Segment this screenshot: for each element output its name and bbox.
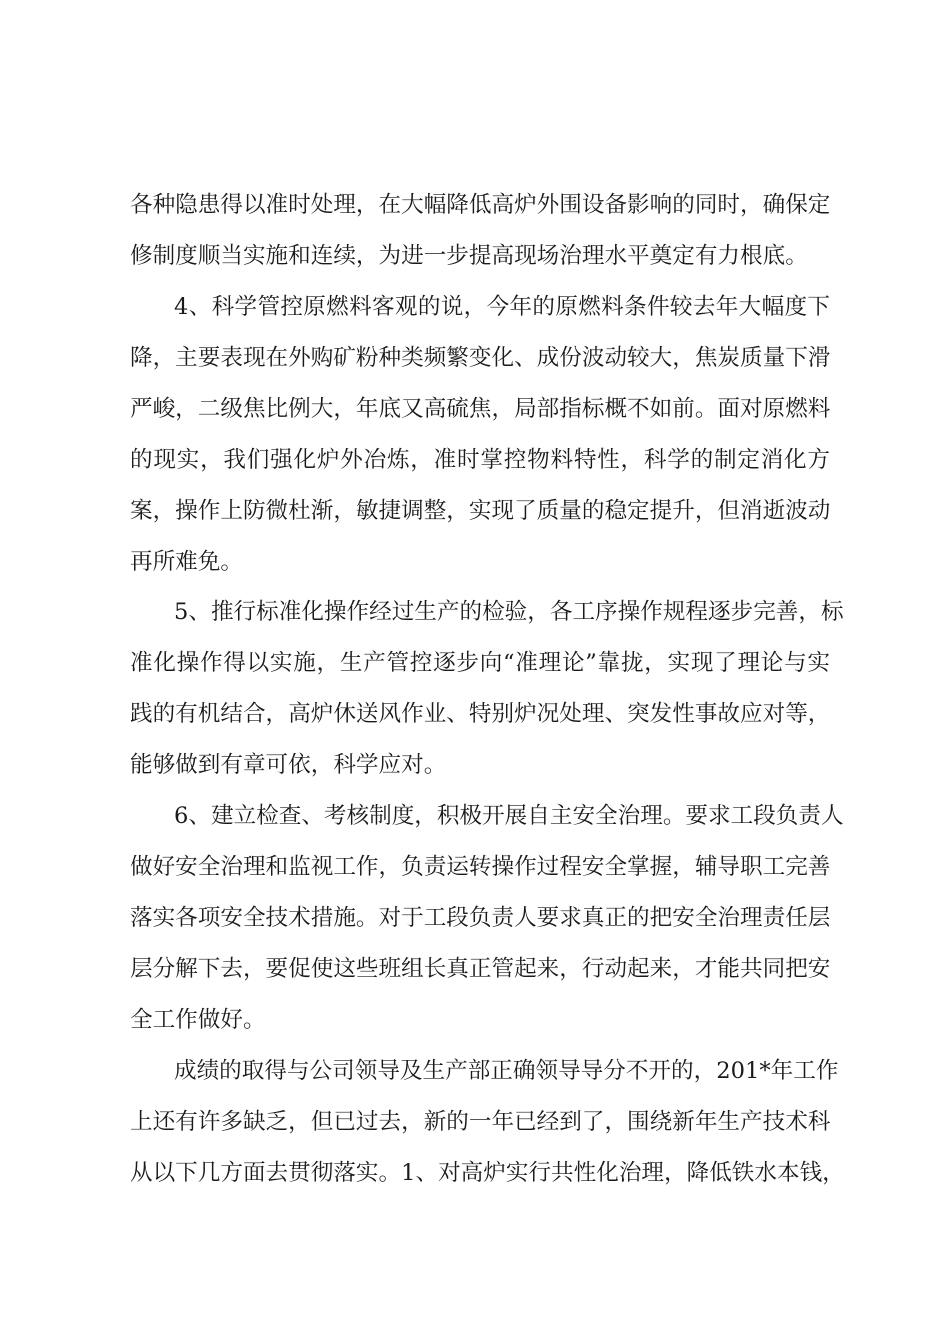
text-line-13: 6、建立检查、考核制度，积极开展自主安全治理。要求工段负责人 bbox=[174, 803, 844, 829]
text-line-7: 案，操作上防微杜渐，敏捷调整，实现了质量的稳定提升，但消逝波动 bbox=[130, 498, 831, 524]
text-line-10: 准化操作得以实施，生产管控逐步向“准理论”靠拢，实现了理论与实 bbox=[130, 650, 830, 676]
text-line-18: 成绩的取得与公司领导及生产部正确领导导分不开的，201*年工作 bbox=[174, 1058, 839, 1084]
text-line-2: 修制度顺当实施和连续，为进一步提高现场治理水平奠定有力根底。 bbox=[130, 243, 808, 269]
text-line-16: 层分解下去，要促使这些班组长真正管起来，行动起来，才能共同把安 bbox=[130, 956, 831, 982]
text-line-8: 再所难免。 bbox=[130, 549, 243, 575]
text-line-20: 从以下几方面去贯彻落实。1、对高炉实行共性化治理，降低铁水本钱， bbox=[130, 1160, 845, 1186]
text-line-5: 严峻，二级焦比例大，年底又高硫焦，局部指标概不如前。面对原燃料 bbox=[130, 396, 831, 422]
text-line-3: 4、科学管控原燃料客观的说，今年的原燃料条件较去年大幅度下 bbox=[174, 294, 830, 320]
text-line-12: 能够做到有章可依，科学应对。 bbox=[130, 752, 447, 778]
text-line-9: 5、推行标准化操作经过生产的检验，各工序操作规程逐步完善，标 bbox=[174, 599, 844, 625]
text-line-4: 降，主要表现在外购矿粉种类频繁变化、成份波动较大，焦炭质量下滑 bbox=[130, 345, 831, 371]
text-line-11: 践的有机结合，高炉休送风作业、特别炉况处理、突发性事故应对等， bbox=[130, 701, 831, 727]
text-line-14: 做好安全治理和监视工作，负责运转操作过程安全掌握，辅导职工完善 bbox=[130, 854, 831, 880]
text-line-17: 全工作做好。 bbox=[130, 1007, 266, 1033]
text-line-1: 各种隐患得以准时处理，在大幅降低高炉外围设备影响的同时，确保定 bbox=[130, 192, 831, 218]
text-line-15: 落实各项安全技术措施。对于工段负责人要求真正的把安全治理责任层 bbox=[130, 905, 831, 931]
text-line-6: 的现实，我们强化炉外冶炼，准时掌控物料特性，科学的制定消化方 bbox=[130, 447, 830, 473]
text-line-19: 上还有许多缺乏，但已过去，新的一年已经到了，围绕新年生产技术科 bbox=[130, 1109, 831, 1135]
